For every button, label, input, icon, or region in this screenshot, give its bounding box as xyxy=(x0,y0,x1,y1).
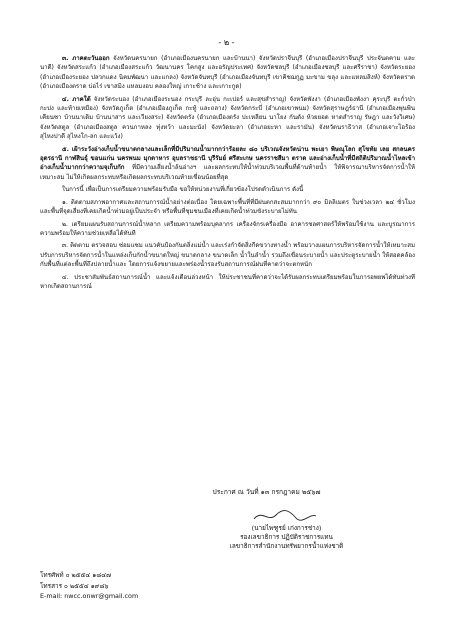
email-address: E-mail: nwcc.onwr@gmail.com xyxy=(40,592,139,600)
paragraph-instructions-intro xyxy=(40,185,415,194)
contact-footer xyxy=(40,570,138,602)
paragraph-lead: ๕. เฝ้าระวังอ่างเก็บน้ำขนาดกลางและเล็กที่มีปริมาณน้ำมากกว่าร้อยละ ๘๐ บริเวณจังหวัดน่าน พะเยา พิษณุโลก สุโขทัย เลย สกลนคร อุดรธานี กาฬสินธุ์ ขอนแก่น นครพนม มุกดาหาร อุบลราชธานี บุรีรัมย์ ศรีสะเกษ นครราชสีมา ตราด และอ่างเก็บน้ำที่มีสถิติปริมาณน้ำไหลเข้าอ่างเก็บน้ำมากกว่าความจุเก็บกัก xyxy=(40,145,415,172)
page-number: - ๒ - xyxy=(218,38,235,47)
fax-number: โทรสาร ๐ ๒๕๕๔ ๑๙๘๖ xyxy=(40,581,109,590)
signature-scribble xyxy=(250,507,320,525)
signer-organization: เลขาธิการสำนักงานทรัพยากรน้ำแห่งชาติ xyxy=(229,542,344,550)
paragraph-item-1 xyxy=(40,198,415,217)
signature-block xyxy=(0,524,453,551)
paragraph-text: จังหวัดนครนายก (อำเภอเมืองนครนายก และบ้านนา) จังหวัดปราจีนบุรี (อำเภอเมืองปราจีนบุรี ประจันตคาม และนาดี) จังหวัดสระแก้ว (อำเภอเมืองสระแก้ว วัฒนานคร โคกสูง และอรัญประเทศ) จังหวัดชลบุรี (อำเภอเมืองชลบุรี และศรีราชา) จังหวัดระยอง (อำเภอเมืองระยอง ปลวกแดง นิคมพัฒนา และแกลง) จังหวัดจันทบุรี (อำเภอเมืองจันทบุรี เขาคิชฌกูฏ มะขาม ขลุง และแหลมสิงห์) จังหวัดตราด (อำเภอเมืองตราด บ่อไร่ เขาสมิง แหลมงอบ คลองใหญ่ เกาะช้าง และเกาะกูด) xyxy=(40,55,415,91)
paragraph-item-3 xyxy=(40,241,415,269)
paragraph-text: ๑. ติดตามสภาพอากาศและสถานการณ์น้ำอย่างต่อเนื่อง โดยเฉพาะพื้นที่ที่มีฝนตกสะสมมากกว่า ๙๐ มิลลิเมตร ในช่วงเวลา ๒๔ ชั่วโมง และพื้นที่จุดเสี่ยงที่เคยเกิดน้ำท่วมอยู่เป็นประจำ หรือพื้นที่ชุมชนเมืองที่เคยเกิดน้ำท่วมขังระบายไม่ทัน xyxy=(40,198,415,216)
paragraph-text: ๔. ประชาสัมพันธ์สถานการณ์น้ำ และแจ้งเตือนล่วงหน้า ให้ประชาชนที่คาดว่าจะได้รับผลกระทบเตรียมพร้อมในการอพยพได้ทันท่วงทีหากเกิดสถานการณ์ xyxy=(40,273,415,290)
paragraph-south-region xyxy=(40,95,415,142)
document-body xyxy=(40,54,415,294)
announcement-date: ประกาศ ณ วันที่ ๑๓ กรกฎาคม ๒๕๖๗ xyxy=(212,488,321,496)
paragraph-text: ในการนี้ เพื่อเป็นการเตรียมความพร้อมรับมือ ขอให้หน่วยงานที่เกี่ยวข้องโปรดดำเนินการ ดังนี้ xyxy=(62,186,304,194)
paragraph-east-region xyxy=(40,54,415,92)
signer-title: รองเลขาธิการ ปฏิบัติราชการแทน xyxy=(240,533,333,541)
phone-number: โทรศัพท์ ๐ ๒๕๕๔ ๑๘๔๗ xyxy=(40,571,111,579)
paragraph-reservoir-watch xyxy=(40,145,415,183)
paragraph-item-2 xyxy=(40,220,415,239)
paragraph-item-4 xyxy=(40,273,415,292)
paragraph-text: ๓. ติดตาม ตรวจสอบ ซ่อมแซม แนวคันป้องกันตลิ่งแม่น้ำ และเร่งกำจัดสิ่งกีดขวางทางน้ำ พร้อมวางแผนการบริหารจัดการน้ำให้เหมาะสม ปรับการบริหารจัดการน้ำในแหล่งเก็บกักน้ำขนาดใหญ่ ขนาดกลาง ขนาดเล็ก น้ำในลำน้ำ รวมถึงเขื่อนระบายน้ำ และประตูระบายน้ำ ให้สอดคล้องกับพื้นที่แต่ละพื้นที่ถึงปลายน้ำและ โดยการแจ้งขยายและพร่องน้ำรองรับสถานการณ์ฝนที่คาดว่าจะตกหนัก xyxy=(40,242,415,269)
paragraph-text: ที่มีความเสี่ยงน้ำล้นอ่างฯ และผลกระทบให้น้ำท่วมบริเวณพื้นที่ด้านท้ายน้ำ ให้พิจารณาบริหารจัดการน้ำให้เหมาะสม ไม่ให้เกิดผลกระทบหรือเกิดผลกระทบบริเวณท้ายเขื่อนน้อยที่สุด xyxy=(40,164,415,181)
paragraph-lead: ๓. ภาคตะวันออก xyxy=(62,55,110,62)
signer-name: (นายไพฑูรย์ เก่งการช่าง) xyxy=(251,524,322,532)
paragraph-text: จังหวัดระนอง (อำเภอเมืองระนอง กระบุรี ละอุ่น กะเปอร์ และสุขสำราญ) จังหวัดพังงา (อำเภอเมืองพังงา คุระบุรี ตะกั่วป่า กะปง และท้ายเหมือง) จังหวัดภูเก็ต (อำเภอเมืองภูเก็ต กะทู้ และถลาง) จังหวัดกระบี่ (อำเภอเขาพนม) จังหวัดสุราษฎร์ธานี (อำเภอเมืองพุนพิน เคียนซา บ้านนาเดิม บ้านนาสาร และเวียงสระ) จังหวัดตรัง (อำเภอเมืองตรัง ปะเหลียน นาโยง กันตัง ห้วยยอด หาดสำราญ รัษฎา และวังวิเศษ) จังหวัดสตูล (อำเภอเมืองสตูล ควนกาหลง ทุ่งหว้า และมะนัง) จังหวัดยะลา (อำเภอยะหา และรามัน) จังหวัดนราธิวาส (อำเภอเจาะไอร้อง สุไหงปาดี สุไหงโก-ลก และแว้ง) xyxy=(40,95,416,141)
paragraph-text: ๒. เตรียมแผนรับสถานการณ์น้ำหลาก เตรียมความพร้อมบุคลากร เครื่องจักรเครื่องมือ อาคารชลศาสตร์ให้พร้อมใช้งาน และบูรณาการความพร้อมให้ความช่วยเหลือได้ทันที xyxy=(40,220,415,237)
paragraph-lead: ๔. ภาคใต้ xyxy=(62,95,91,103)
